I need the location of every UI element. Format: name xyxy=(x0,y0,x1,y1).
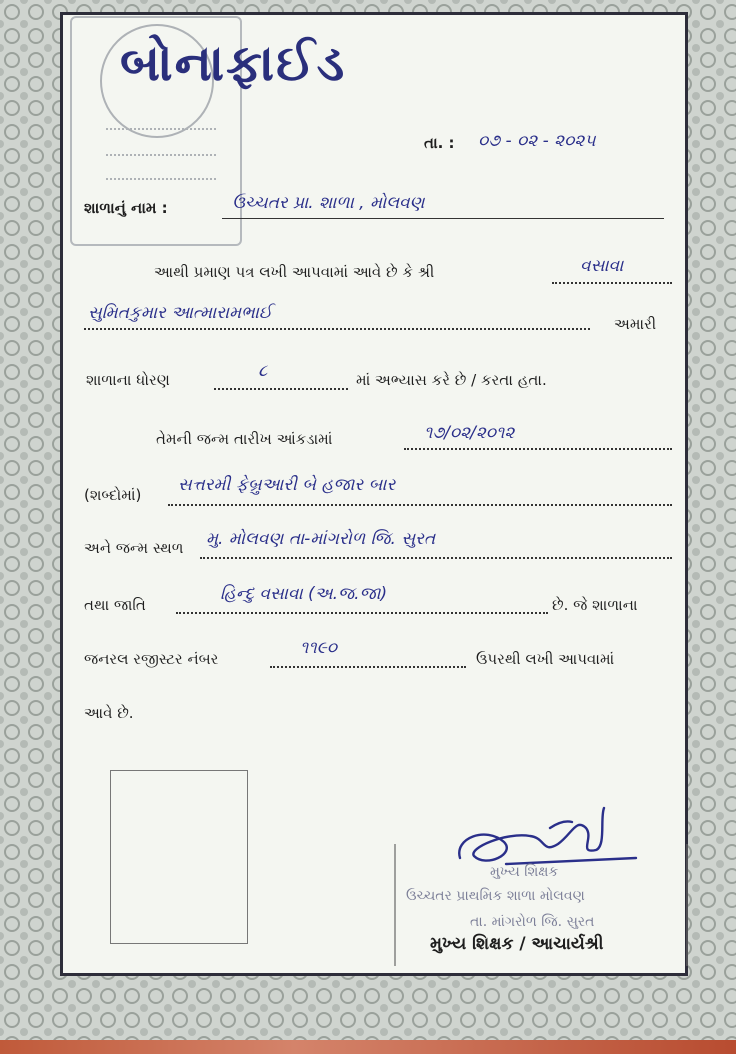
dob-words-label: (શબ્દોમાં) xyxy=(84,486,142,504)
bottom-edge-strip xyxy=(0,1040,736,1054)
caste-label: તથા જાતિ xyxy=(84,596,146,614)
student-surname: વસાવા xyxy=(580,256,624,276)
dob-value: ૧૭/૦૨/૨૦૧૨ xyxy=(424,423,515,443)
school-name-value: ઉચ્ચતર પ્રા. શાળા , મોલવણ xyxy=(232,193,425,213)
date-label: તા. : xyxy=(424,134,455,152)
register-value: ૧૧૯૦ xyxy=(300,638,337,658)
date-value: ૦૭ - ૦૨ - ૨૦૨૫ xyxy=(478,131,596,151)
std-suffix: માં અભ્યાસ કરે છે / કરતા હતા. xyxy=(356,371,547,389)
photo-box xyxy=(110,770,248,944)
birthplace-label: અને જન્મ સ્થળ xyxy=(84,539,184,557)
stamp-line3: તા. માંગરોળ જિ. સુરત xyxy=(470,914,595,930)
closing-text: આવે છે. xyxy=(84,704,134,722)
stamp-line1: મુખ્ય શિક્ષક xyxy=(490,864,559,880)
dob-words-value: સત્તરમી ફેબ્રુઆરી બે હજાર બાર xyxy=(178,475,396,495)
birthplace-value: મુ. મોલવણ તા-માંગરોળ જિ. સુરત xyxy=(206,529,436,549)
std-label: શાળાના ધોરણ xyxy=(86,371,170,389)
register-label: જનરલ રજીસ્ટર નંબર xyxy=(84,650,219,668)
certificate-title: બોનાફાઈડ xyxy=(120,34,347,92)
caste-suffix: છે. જે શાળાના xyxy=(552,596,638,614)
stamp-line2: ઉચ્ચતર પ્રાથમિક શાળા મોલવણ xyxy=(406,888,585,904)
line2-suffix: અમારી xyxy=(614,315,657,333)
certificate-line1: આથી પ્રમાણ પત્ર લખી આપવામાં આવે છે કે શ્રી xyxy=(154,263,435,281)
std-value: ૮ xyxy=(258,361,268,381)
dob-label: તેમની જન્મ તારીખ આંકડામાં xyxy=(156,430,333,448)
signatory-title: મુખ્ય શિક્ષક / આચાર્યશ્રી xyxy=(430,934,604,954)
student-name: સુમિતકુમાર આત્મારામભાઈ xyxy=(88,303,272,323)
register-suffix: ઉપરથી લખી આપવામાં xyxy=(476,650,615,668)
caste-value: હિન્દુ વસાવા (અ.જ.જા) xyxy=(220,584,388,604)
school-name-label: શાળાનું નામ : xyxy=(84,199,168,217)
